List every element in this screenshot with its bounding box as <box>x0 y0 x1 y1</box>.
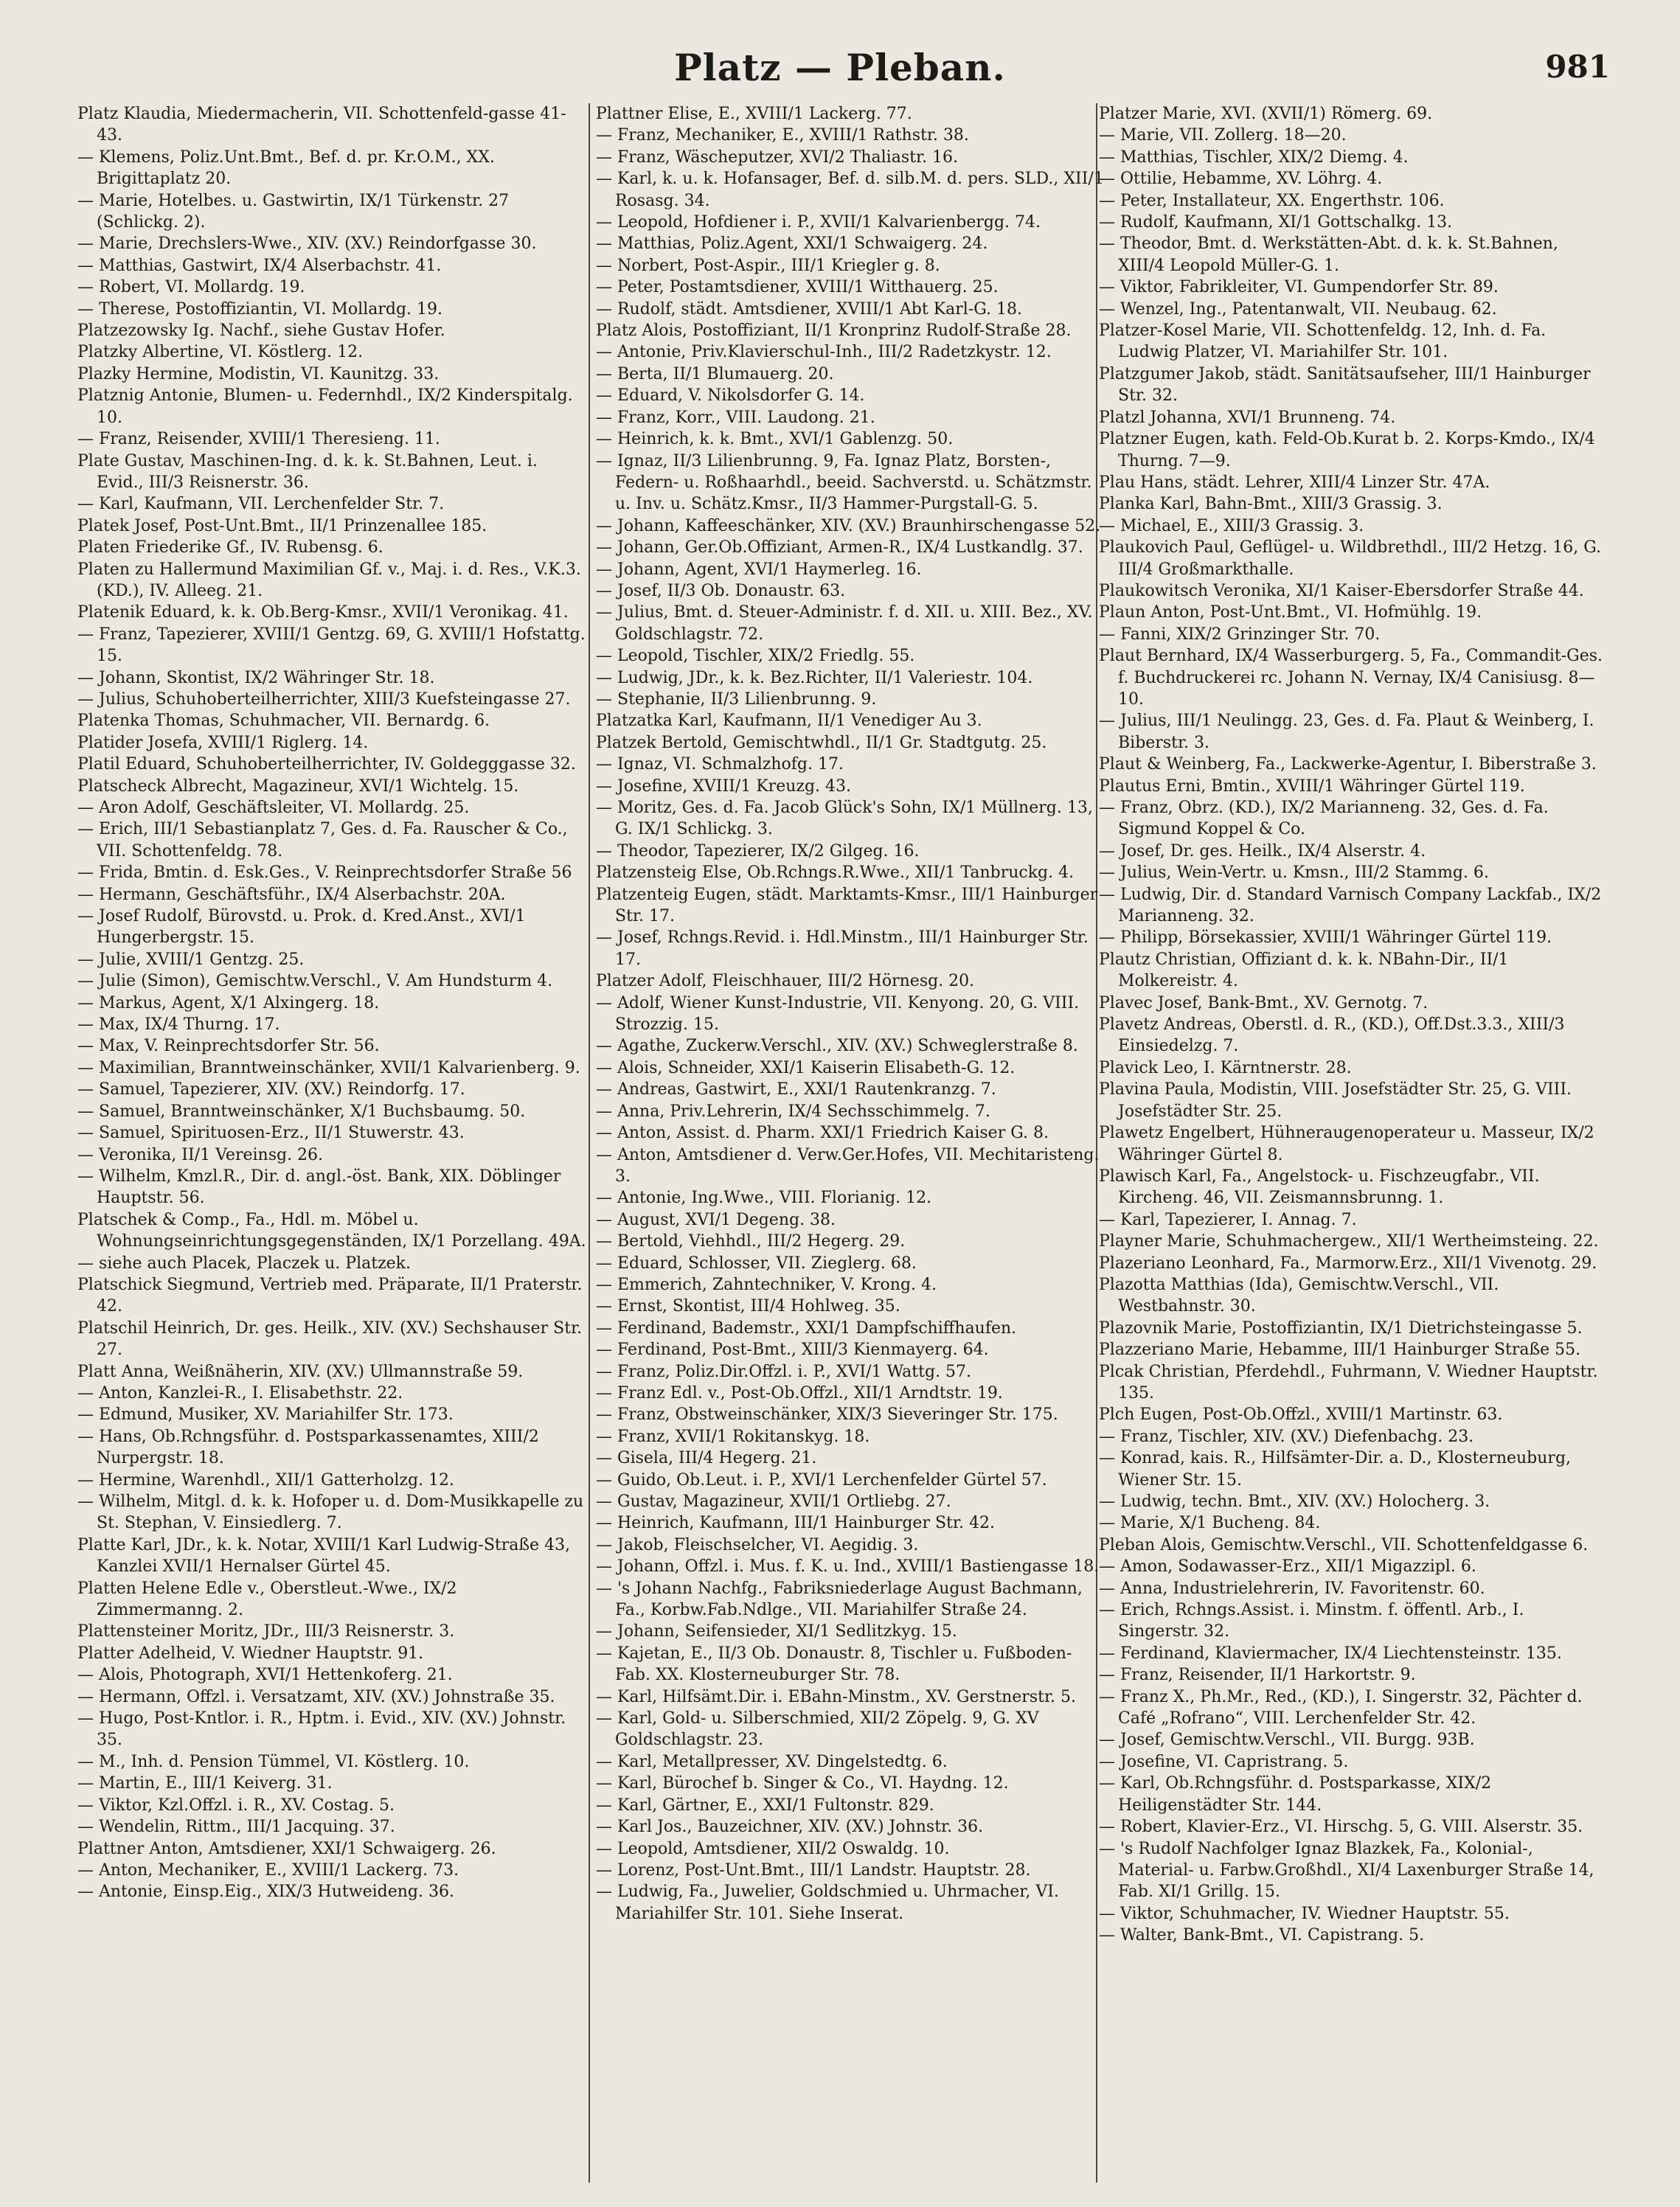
directory-entry: — Ludwig, Dir. d. Standard Varnisch Company Lackfab., IX/2 Marianneng. 32. <box>1099 885 1602 926</box>
directory-entry: — Leopold, Tischler, XIX/2 Friedlg. 55. <box>596 647 915 666</box>
directory-entry: — Josef Rudolf, Bürovstd. u. Prok. d. Kred.Anst., XVI/1 Hungerbergstr. 15. <box>77 907 526 948</box>
directory-entry: — Guido, Ob.Leut. i. P., XVI/1 Lerchenfelder Gürtel 57. <box>596 1470 1047 1490</box>
directory-entry: — Karl, Ob.Rchngsführ. d. Postsparkasse, XIX/2 Heiligenstädter Str. 144. <box>1099 1774 1492 1815</box>
directory-entry: — Ernst, Skontist, III/4 Hohlweg. 35. <box>596 1297 900 1316</box>
directory-entry: — Wilhelm, Kmzl.R., Dir. d. angl.-öst. Bank, XIX. Döblinger Hauptstr. 56. <box>77 1167 561 1208</box>
directory-entry: — Walter, Bank-Bmt., VI. Capistrang. 5. <box>1099 1926 1425 1945</box>
directory-entry: — Jakob, Fleischselcher, VI. Aegidig. 3. <box>596 1535 919 1554</box>
directory-entry: — Ludwig, JDr., k. k. Bez.Richter, II/1 Valeriestr. 104. <box>596 668 1033 687</box>
directory-entry: — Matthias, Gastwirt, IX/4 Alserbachstr. 41. <box>77 256 442 275</box>
directory-entry: — Ludwig, techn. Bmt., XIV. (XV.) Holocherg. 3. <box>1099 1492 1490 1511</box>
directory-entry: — Stephanie, II/3 Lilienbrunng. 9. <box>596 689 877 709</box>
directory-entry: — Karl, Metallpresser, XV. Dingelstedtg. 6. <box>596 1752 948 1771</box>
directory-entry: — Franz, Poliz.Dir.Offzl. i. P., XVI/1 Wattg. 57. <box>596 1362 972 1381</box>
directory-entry: — Karl, Kaufmann, VII. Lerchenfelder Str. 7. <box>77 495 445 514</box>
directory-entry: Platzner Eugen, kath. Feld-Ob.Kurat b. 2. Korps-Kmdo., IX/4 Thurng. 7—9. <box>1099 430 1595 470</box>
directory-entry: — Martin, E., III/1 Keiverg. 31. <box>77 1774 333 1793</box>
directory-entry: Platz Klaudia, Miedermacherin, VII. Schottenfeld-gasse 41-43. <box>77 105 566 145</box>
directory-entry: — Josefine, VI. Capristrang. 5. <box>1099 1752 1349 1771</box>
directory-entry: — Franz, Wäscheputzer, XVI/2 Thaliastr. 16. <box>596 147 959 167</box>
directory-entry: Plazzeriano Marie, Hebamme, III/1 Hainburger Straße 55. <box>1099 1341 1581 1360</box>
directory-entry: — Wenzel, Ing., Patentanwalt, VII. Neubaug. 62. <box>1099 299 1497 319</box>
directory-entry: — Rudolf, Kaufmann, XI/1 Gottschalkg. 13. <box>1099 213 1453 232</box>
directory-entry: — Josef, II/3 Ob. Donaustr. 63. <box>596 581 846 600</box>
directory-entry: — Antonie, Priv.Klavierschul-Inh., III/2 Radetzkystr. 12. <box>596 343 1052 362</box>
directory-entry: — Gustav, Magazineur, XVII/1 Ortliebg. 27. <box>596 1492 951 1511</box>
directory-entry: — Karl, Hilfsämt.Dir. i. EBahn-Minstm., XV. Gerstnerstr. 5. <box>596 1687 1077 1706</box>
directory-entry: — Andreas, Gastwirt, E., XXI/1 Rautenkranzg. 7. <box>596 1080 996 1099</box>
directory-entry: Plch Eugen, Post-Ob.Offzl., XVIII/1 Martinstr. 63. <box>1099 1405 1503 1425</box>
directory-entry: — Ferdinand, Bademstr., XXI/1 Dampfschiffhaufen. <box>596 1318 1017 1338</box>
directory-entry: Plavina Paula, Modistin, VIII. Josefstädter Str. 25, G. VIII. Josefstädter Str. 25. <box>1099 1080 1572 1121</box>
directory-entry: Platten Helene Edle v., Oberstleut.-Wwe., IX/2 Zimmermanng. 2. <box>77 1579 457 1620</box>
directory-entry: — Max, IX/4 Thurng. 17. <box>77 1015 280 1035</box>
directory-entry: — Franz, Reisender, II/1 Harkortstr. 9. <box>1099 1666 1416 1685</box>
directory-entry: — Antonie, Einsp.Eig., XIX/3 Hutweideng. 36. <box>77 1883 454 1902</box>
directory-entry: — August, XVI/1 Degeng. 38. <box>596 1210 836 1229</box>
directory-entry: — Anton, Kanzlei-R., I. Elisabethstr. 22. <box>77 1383 403 1403</box>
directory-entry: — Wilhelm, Mitgl. d. k. k. Hofoper u. d. Dom-Musikkapelle zu St. Stephan, V. Einsiedlerg. 7. <box>77 1492 584 1533</box>
directory-entry: — Franz, Reisender, XVIII/1 Theresieng. 11. <box>77 430 440 449</box>
directory-entry: Platzensteig Else, Ob.Rchngs.R.Wwe., XII/1 Tanbruckg. 4. <box>596 863 1075 883</box>
directory-entry: Plavec Josef, Bank-Bmt., XV. Gernotg. 7. <box>1099 993 1429 1012</box>
directory-entry: Plaukowitsch Veronika, XI/1 Kaiser-Ebersdorfer Straße 44. <box>1099 581 1584 600</box>
directory-entry: — Eduard, V. Nikolsdorfer G. 14. <box>596 386 865 406</box>
directory-entry: Platider Josefa, XVIII/1 Riglerg. 14. <box>77 733 369 752</box>
directory-entry: — Philipp, Börsekassier, XVIII/1 Währinger Gürtel 119. <box>1099 928 1552 948</box>
directory-entry: Platenka Thomas, Schuhmacher, VII. Bernardg. 6. <box>77 712 490 731</box>
directory-entry: Platzenteig Eugen, städt. Marktamts-Kmsr., III/1 Hainburger Str. 17. <box>596 885 1098 926</box>
directory-entry: — Samuel, Spirituosen-Erz., II/1 Stuwerstr. 43. <box>77 1124 465 1143</box>
directory-entry: — Alois, Photograph, XVI/1 Hettenkoferg. 21. <box>77 1666 453 1685</box>
column-divider <box>589 103 590 2183</box>
directory-entry: — Karl Jos., Bauzeichner, XIV. (XV.) Johnstr. 36. <box>596 1818 984 1837</box>
directory-entry: — Robert, VI. Mollardg. 19. <box>77 278 305 297</box>
directory-entry: — Franz, Obrz. (KD.), IX/2 Marianneng. 32, Ges. d. Fa. Sigmund Koppel & Co. <box>1099 799 1549 839</box>
directory-entry: — Ferdinand, Klaviermacher, IX/4 Liechtensteinstr. 135. <box>1099 1644 1562 1663</box>
directory-entry: Platzgumer Jakob, städt. Sanitätsaufseher, III/1 Hainburger Str. 32. <box>1099 364 1591 406</box>
directory-entry: — Karl, Gold- u. Silberschmied, XII/2 Zöpelg. 9, G. XV Goldschlagstr. 23. <box>596 1709 1039 1750</box>
directory-entry: — Norbert, Post-Aspir., III/1 Kriegler g. 8. <box>596 256 940 275</box>
directory-entry: — Hermann, Offzl. i. Versatzamt, XIV. (XV.) Johnstraße 35. <box>77 1687 555 1706</box>
directory-entry: Plattner Elise, E., XVIII/1 Lackerg. 77. <box>596 105 912 123</box>
directory-entry: — Josefine, XVIII/1 Kreuzg. 43. <box>596 776 852 796</box>
directory-entry: Plavick Leo, I. Kärntnerstr. 28. <box>1099 1058 1352 1077</box>
column-right <box>1099 103 1608 2183</box>
directory-entry: — Ignaz, II/3 Lilienbrunng. 9, Fa. Ignaz Platz, Borsten-, Federn- u. Roßhaarhdl., beeid. Sachverstd. u. Schätzmstr. u. Inv. u. Schätz.Kmsr., II/3 Hammer-Purgstall-G. 5. <box>596 451 1092 514</box>
directory-entry: — Johann, Skontist, IX/2 Währinger Str. 18. <box>77 668 435 687</box>
page-title: Platz — Pleban. <box>674 46 1006 89</box>
directory-entry: Plavetz Andreas, Oberstl. d. R., (KD.), Off.Dst.3.3., XIII/3 Einsiedelzg. 7. <box>1099 1015 1565 1056</box>
directory-entry: — Ignaz, VI. Schmalzhofg. 17. <box>596 755 844 774</box>
directory-entry: Plazky Hermine, Modistin, VI. Kaunitzg. 33. <box>77 364 440 383</box>
directory-entry: Plaun Anton, Post-Unt.Bmt., VI. Hofmühlg. 19. <box>1099 603 1482 622</box>
directory-entry: — Amon, Sodawasser-Erz., XII/1 Migazzipl. 6. <box>1099 1557 1476 1577</box>
directory-entry: — Julie (Simon), Gemischtw.Verschl., V. Am Hundsturm 4. <box>77 972 553 991</box>
directory-entry: — M., Inh. d. Pension Tümmel, VI. Köstlerg. 10. <box>77 1752 470 1771</box>
directory-entry: — Edmund, Musiker, XV. Mariahilfer Str. 173. <box>77 1405 454 1425</box>
directory-entry: Plazotta Matthias (Ida), Gemischtw.Verschl., VII. Westbahnstr. 30. <box>1099 1275 1499 1316</box>
directory-entry: Plautz Christian, Offiziant d. k. k. NBahn-Dir., II/1 Molkereistr. 4. <box>1099 950 1509 991</box>
directory-entry: — Heinrich, k. k. Bmt., XVI/1 Gablenzg. 50. <box>596 430 954 449</box>
directory-entry: — Franz, XVII/1 Rokitanskyg. 18. <box>596 1427 870 1446</box>
directory-entry: — Franz Edl. v., Post-Ob.Offzl., XII/1 Arndtstr. 19. <box>596 1383 1003 1403</box>
directory-entry: — 's Rudolf Nachfolger Ignaz Blazkek, Fa., Kolonial-, Material- u. Farbw.Großhdl., XI/4 Laxenburger Straße 14, Fab. XI/1 Grillg. 15. <box>1099 1839 1594 1902</box>
directory-entry: — Franz, Tischler, XIV. (XV.) Diefenbachg. 23. <box>1099 1427 1474 1446</box>
directory-entry: — Robert, Klavier-Erz., VI. Hirschg. 5, G. VIII. Alserstr. 35. <box>1099 1818 1583 1837</box>
directory-entry: — Klemens, Poliz.Unt.Bmt., Bef. d. pr. Kr.O.M., XX. Brigittaplatz 20. <box>77 147 495 189</box>
directory-entry: Platzer-Kosel Marie, VII. Schottenfeldg. 12, Inh. d. Fa. Ludwig Platzer, VI. Mariahilfer Str. 101. <box>1099 322 1547 362</box>
directory-entry: — Viktor, Fabrikleiter, VI. Gumpendorfer Str. 89. <box>1099 278 1499 297</box>
directory-entry: — Karl, k. u. k. Hofansager, Bef. d. silb.M. d. pers. SLD., XII/1 Rosasg. 34. <box>596 170 1104 210</box>
directory-entry: — Ludwig, Fa., Juwelier, Goldschmied u. Uhrmacher, VI. Mariahilfer Str. 101. Siehe Inserat. <box>596 1883 1059 1923</box>
directory-entry: — Karl, Gärtner, E., XXI/1 Fultonstr. 829. <box>596 1796 934 1815</box>
directory-entry: — Michael, E., XIII/3 Grassig. 3. <box>1099 516 1364 535</box>
directory-entry: — Johann, Seifensieder, XI/1 Sedlitzkyg. 15. <box>596 1622 957 1641</box>
directory-entry: Playner Marie, Schuhmachergew., XII/1 Wertheimsteing. 22. <box>1099 1232 1599 1251</box>
directory-entry: — Alois, Schneider, XXI/1 Kaiserin Elisabeth-G. 12. <box>596 1058 1016 1077</box>
directory-entry: — Hermann, Geschäftsführ., IX/4 Alserbachstr. 20A. <box>77 885 506 904</box>
directory-entry: Platscheck Albrecht, Magazineur, XVI/1 Wichtelg. 15. <box>77 776 519 796</box>
directory-entry: — Erich, III/1 Sebastianplatz 7, Ges. d. Fa. Rauscher & Co., VII. Schottenfeldg. 78. <box>77 820 568 861</box>
directory-entry: Platen Friederike Gf., IV. Rubensg. 6. <box>77 538 383 557</box>
directory-entry: — Ferdinand, Post-Bmt., XIII/3 Kienmayerg. 64. <box>596 1341 989 1360</box>
directory-entry: — Maximilian, Branntweinschänker, XVII/1 Kalvarienberg. 9. <box>77 1058 580 1077</box>
directory-entry: — Ottilie, Hebamme, XV. Löhrg. 4. <box>1099 170 1383 189</box>
directory-entry: — Samuel, Tapezierer, XIV. (XV.) Reindorfg. 17. <box>77 1080 465 1099</box>
directory-entry: — Johann, Ger.Ob.Offiziant, Armen-R., IX/4 Lustkandlg. 37. <box>596 538 1083 557</box>
directory-entry: — Theodor, Bmt. d. Werkstätten-Abt. d. k. k. St.Bahnen, XIII/4 Leopold Müller-G. 1. <box>1099 234 1558 275</box>
directory-entry: — Hans, Ob.Rchngsführ. d. Postsparkassenamtes, XIII/2 Nurpergstr. 18. <box>77 1427 539 1468</box>
directory-entry: — Julius, Schuhoberteilherrichter, XIII/3 Kuefsteingasse 27. <box>77 689 571 709</box>
directory-entry: Plattner Anton, Amtsdiener, XXI/1 Schwaigerg. 26. <box>77 1839 496 1858</box>
directory-entry: Platt Anna, Weißnäherin, XIV. (XV.) Ullmannstraße 59. <box>77 1362 524 1381</box>
directory-entry: Platschick Siegmund, Vertrieb med. Präparate, II/1 Praterstr. 42. <box>77 1275 583 1316</box>
directory-entry: — Anna, Priv.Lehrerin, IX/4 Sechsschimmelg. 7. <box>596 1102 990 1121</box>
directory-entry: Plazeriano Leonhard, Fa., Marmorw.Erz., XII/1 Vivenotg. 29. <box>1099 1254 1597 1273</box>
directory-entry: — Emmerich, Zahntechniker, V. Krong. 4. <box>596 1275 937 1294</box>
directory-entry: — Julius, III/1 Neulingg. 23, Ges. d. Fa. Plaut & Weinberg, I. Biberstr. 3. <box>1099 712 1594 752</box>
directory-entry: — Bertold, Viehhdl., III/2 Hegerg. 29. <box>596 1232 906 1251</box>
directory-entry: — Max, V. Reinprechtsdorfer Str. 56. <box>77 1037 380 1056</box>
directory-entry: — Marie, Hotelbes. u. Gastwirtin, IX/1 Türkenstr. 27 (Schlickg. 2). <box>77 191 510 232</box>
directory-entry: — Julie, XVIII/1 Gentzg. 25. <box>77 950 305 969</box>
directory-entry: — Fanni, XIX/2 Grinzinger Str. 70. <box>1099 625 1381 644</box>
directory-entry: Plcak Christian, Pferdehdl., Fuhrmann, V. Wiedner Hauptstr. 135. <box>1099 1362 1598 1403</box>
directory-entry: Plate Gustav, Maschinen-Ing. d. k. k. St.Bahnen, Leut. i. Evid., III/3 Reisnerstr. 36. <box>77 451 538 492</box>
directory-entry: — Veronika, II/1 Vereinsg. 26. <box>77 1145 324 1164</box>
directory-entry: — Franz, Tapezierer, XVIII/1 Gentzg. 69, G. XVIII/1 Hofstattg. 15. <box>77 625 586 666</box>
directory-entry: — Franz, Obstweinschänker, XIX/3 Sieveringer Str. 175. <box>596 1405 1058 1425</box>
directory-entry: — Antonie, Ing.Wwe., VIII. Florianig. 12. <box>596 1189 932 1208</box>
directory-entry: Platzer Adolf, Fleischhauer, III/2 Hörnesg. 20. <box>596 972 975 991</box>
directory-entry: — Johann, Kaffeeschänker, XIV. (XV.) Braunhirschengasse 52. <box>596 516 1101 535</box>
directory-entry: — Julius, Wein-Vertr. u. Kmsn., III/2 Stammg. 6. <box>1099 863 1489 883</box>
directory-entry: — Josef, Dr. ges. Heilk., IX/4 Alserstr. 4. <box>1099 841 1426 861</box>
directory-entry: Platschil Heinrich, Dr. ges. Heilk., XIV. (XV.) Sechshauser Str. 27. <box>77 1318 583 1360</box>
directory-entry: Platil Eduard, Schuhoberteilherrichter, IV. Goldegggasse 32. <box>77 755 576 774</box>
directory-entry: Platschek & Comp., Fa., Hdl. m. Möbel u. Wohnungseinrichtungsgegenständen, IX/1 Porzellang. 49A. <box>77 1210 586 1251</box>
directory-entry: Platenik Eduard, k. k. Ob.Berg-Kmsr., XVII/1 Veronikag. 41. <box>77 603 569 622</box>
directory-entry: Platzatka Karl, Kaufmann, II/1 Venediger Au 3. <box>596 712 982 731</box>
directory-entry: — Samuel, Branntweinschänker, X/1 Buchsbaumg. 50. <box>77 1102 526 1121</box>
directory-entry: — Rudolf, städt. Amtsdiener, XVIII/1 Abt Karl-G. 18. <box>596 299 1023 319</box>
directory-entry: — Leopold, Amtsdiener, XII/2 Oswaldg. 10. <box>596 1839 950 1858</box>
directory-entry: — Heinrich, Kaufmann, III/1 Hainburger Str. 42. <box>596 1514 995 1533</box>
directory-entry: — Franz, Korr., VIII. Laudong. 21. <box>596 408 875 427</box>
directory-entry: Plattensteiner Moritz, JDr., III/3 Reisnerstr. 3. <box>77 1622 455 1641</box>
directory-entry: — Lorenz, Post-Unt.Bmt., III/1 Landstr. Hauptstr. 28. <box>596 1860 1031 1880</box>
directory-entry: — Gisela, III/4 Hegerg. 21. <box>596 1449 817 1468</box>
directory-entry: — Karl, Bürochef b. Singer & Co., VI. Haydng. 12. <box>596 1774 1009 1793</box>
directory-entry: — Eduard, Schlosser, VII. Zieglerg. 68. <box>596 1254 917 1273</box>
directory-entry: Platzek Bertold, Gemischtwhdl., II/1 Gr. Stadtgutg. 25. <box>596 733 1047 752</box>
directory-entry: Plaut Bernhard, IX/4 Wasserburgerg. 5, Fa., Commandit-Ges. f. Buchdruckerei rc. Johann N. Vernay, IX/4 Canisiusg. 8—10. <box>1099 647 1603 709</box>
directory-entry: — Berta, II/1 Blumauerg. 20. <box>596 364 834 383</box>
directory-entry: — Johann, Agent, XVI/1 Haymerleg. 16. <box>596 560 922 579</box>
directory-entry: Platz Alois, Postoffiziant, II/1 Kronprinz Rudolf-Straße 28. <box>596 322 1072 341</box>
directory-entry: — 's Johann Nachfg., Fabriksniederlage August Bachmann, Fa., Korbw.Fab.Ndlge., VII. Mariahilfer Straße 24. <box>596 1579 1083 1620</box>
directory-entry: Platen zu Hallermund Maximilian Gf. v., Maj. i. d. Res., V.K.3. (KD.), IV. Alleeg. 21. <box>77 560 581 600</box>
directory-entry: — Kajetan, E., II/3 Ob. Donaustr. 8, Tischler u. Fußboden-Fab. XX. Klosterneuburger Str. 78. <box>596 1644 1072 1685</box>
directory-entry: — Viktor, Schuhmacher, IV. Wiedner Hauptstr. 55. <box>1099 1904 1510 1923</box>
directory-entry: — Marie, VII. Zollerg. 18—20. <box>1099 126 1347 145</box>
page-number: 981 <box>1545 49 1610 85</box>
directory-entry: — Marie, Drechslers-Wwe., XIV. (XV.) Reindorfgasse 30. <box>77 234 537 254</box>
directory-entry: Plau Hans, städt. Lehrer, XIII/4 Linzer Str. 47A. <box>1099 473 1490 492</box>
directory-entry: — Wendelin, Rittm., III/1 Jacquing. 37. <box>77 1818 395 1837</box>
directory-entry: — Matthias, Poliz.Agent, XXI/1 Schwaigerg. 24. <box>596 234 988 254</box>
directory-entry: — Erich, Rchngs.Assist. i. Minstm. f. öffentl. Arb., I. Singerstr. 32. <box>1099 1601 1524 1641</box>
directory-entry: Platzer Marie, XVI. (XVII/1) Römerg. 69. <box>1099 105 1433 123</box>
directory-entry: Plaukovich Paul, Geflügel- u. Wildbrethdl., III/2 Hetzg. 16, G. III/4 Großmarkthalle. <box>1099 538 1601 579</box>
directory-entry: Plawisch Karl, Fa., Angelstock- u. Fischzeugfabr., VII. Kircheng. 46, VII. Zeismannsbrunng. 1. <box>1099 1167 1540 1208</box>
directory-entry: Platzky Albertine, VI. Köstlerg. 12. <box>77 343 364 362</box>
directory-entry: Platek Josef, Post-Unt.Bmt., II/1 Prinzenallee 185. <box>77 516 487 535</box>
directory-entry: Platzezowsky Ig. Nachf., siehe Gustav Hofer. <box>77 322 445 341</box>
page-header <box>0 46 1680 90</box>
directory-entry: — Hugo, Post-Kntlor. i. R., Hptm. i. Evid., XIV. (XV.) Johnstr. 35. <box>77 1709 566 1750</box>
directory-entry: Platznig Antonie, Blumen- u. Federnhdl., IX/2 Kinderspitalg. 10. <box>77 386 573 427</box>
directory-entry: — Josef, Rchngs.Revid. i. Hdl.Minstm., III/1 Hainburger Str. 17. <box>596 928 1089 969</box>
directory-entry: — Peter, Installateur, XX. Engerthstr. 106. <box>1099 191 1445 210</box>
directory-entry: Platzl Johanna, XVI/1 Brunneng. 74. <box>1099 408 1396 427</box>
directory-entry: — Markus, Agent, X/1 Alxingerg. 18. <box>77 993 380 1012</box>
directory-entry: Planka Karl, Bahn-Bmt., XIII/3 Grassig. 3. <box>1099 495 1443 514</box>
directory-entry: — Theodor, Tapezierer, IX/2 Gilgeg. 16. <box>596 841 920 861</box>
directory-entry: — Marie, X/1 Bucheng. 84. <box>1099 1514 1321 1533</box>
directory-entry: — Konrad, kais. R., Hilfsämter-Dir. a. D., Klosterneuburg, Wiener Str. 15. <box>1099 1449 1572 1490</box>
directory-entry: — Therese, Postoffiziantin, VI. Mollardg. 19. <box>77 299 443 319</box>
directory-entry: — Johann, Offzl. i. Mus. f. K. u. Ind., XVIII/1 Bastiengasse 18. <box>596 1557 1100 1577</box>
directory-entry: — siehe auch Placek, Placzek u. Platzek. <box>77 1254 411 1273</box>
directory-entry: — Viktor, Kzl.Offzl. i. R., XV. Costag. 5. <box>77 1796 395 1815</box>
directory-entry: — Hermine, Warenhdl., XII/1 Gatterholzg. 12. <box>77 1470 455 1490</box>
directory-entry: — Anton, Mechaniker, E., XVIII/1 Lackerg. 73. <box>77 1860 459 1880</box>
directory-entry: — Josef, Gemischtw.Verschl., VII. Burgg. 93B. <box>1099 1731 1475 1750</box>
directory-entry: Pleban Alois, Gemischtw.Verschl., VII. Schottenfeldgasse 6. <box>1099 1535 1589 1554</box>
column-left <box>77 103 586 2183</box>
column-middle <box>596 103 1105 2183</box>
directory-entry: — Karl, Tapezierer, I. Annag. 7. <box>1099 1210 1357 1229</box>
directory-entry: Plautus Erni, Bmtin., XVIII/1 Währinger Gürtel 119. <box>1099 776 1525 796</box>
directory-entry: Plazovnik Marie, Postoffiziantin, IX/1 Dietrichsteingasse 5. <box>1099 1318 1583 1338</box>
directory-entry: Plaut & Weinberg, Fa., Lackwerke-Agentur, I. Biberstraße 3. <box>1099 755 1597 774</box>
directory-entry: — Anton, Assist. d. Pharm. XXI/1 Friedrich Kaiser G. 8. <box>596 1124 1049 1143</box>
directory-entry: Platter Adelheid, V. Wiedner Hauptstr. 91. <box>77 1644 424 1663</box>
directory-entry: Plawetz Engelbert, Hühneraugenoperateur u. Masseur, IX/2 Währinger Gürtel 8. <box>1099 1124 1594 1164</box>
directory-entry: — Leopold, Hofdiener i. P., XVII/1 Kalvarienbergg. 74. <box>596 213 1041 232</box>
directory-entry: — Peter, Postamtsdiener, XVIII/1 Witthauerg. 25. <box>596 278 999 297</box>
directory-entry: — Frida, Bmtin. d. Esk.Ges., V. Reinprechtsdorfer Straße 56 <box>77 863 572 883</box>
directory-entry: — Moritz, Ges. d. Fa. Jacob Glück's Sohn, IX/1 Müllnerg. 13, G. IX/1 Schlickg. 3. <box>596 799 1093 839</box>
directory-entry: — Adolf, Wiener Kunst-Industrie, VII. Kenyong. 20, G. VIII. Strozzig. 15. <box>596 993 1080 1035</box>
directory-entry: — Julius, Bmt. d. Steuer-Administr. f. d. XII. u. XIII. Bez., XV. Goldschlagstr. 72. <box>596 603 1093 644</box>
directory-entry: — Franz X., Ph.Mr., Red., (KD.), I. Singerstr. 32, Pächter d. Café „Rofrano“, VIII. Lerchenfelder Str. 42. <box>1099 1687 1583 1728</box>
directory-entry: — Aron Adolf, Geschäftsleiter, VI. Mollardg. 25. <box>77 799 470 817</box>
directory-entry: — Agathe, Zuckerw.Verschl., XIV. (XV.) Schweglerstraße 8. <box>596 1037 1078 1056</box>
directory-entry: Platte Karl, JDr., k. k. Notar, XVIII/1 Karl Ludwig-Straße 43, Kanzlei XVII/1 Hernalser Gürtel 45. <box>77 1535 571 1577</box>
directory-entry: — Franz, Mechaniker, E., XVIII/1 Rathstr. 38. <box>596 126 969 145</box>
directory-entry: — Matthias, Tischler, XIX/2 Diemg. 4. <box>1099 147 1409 167</box>
directory-entry: — Anna, Industrielehrerin, IV. Favoritenstr. 60. <box>1099 1579 1485 1598</box>
directory-entry: — Anton, Amtsdiener d. Verw.Ger.Hofes, VII. Mechitaristeng. 3. <box>596 1145 1100 1186</box>
